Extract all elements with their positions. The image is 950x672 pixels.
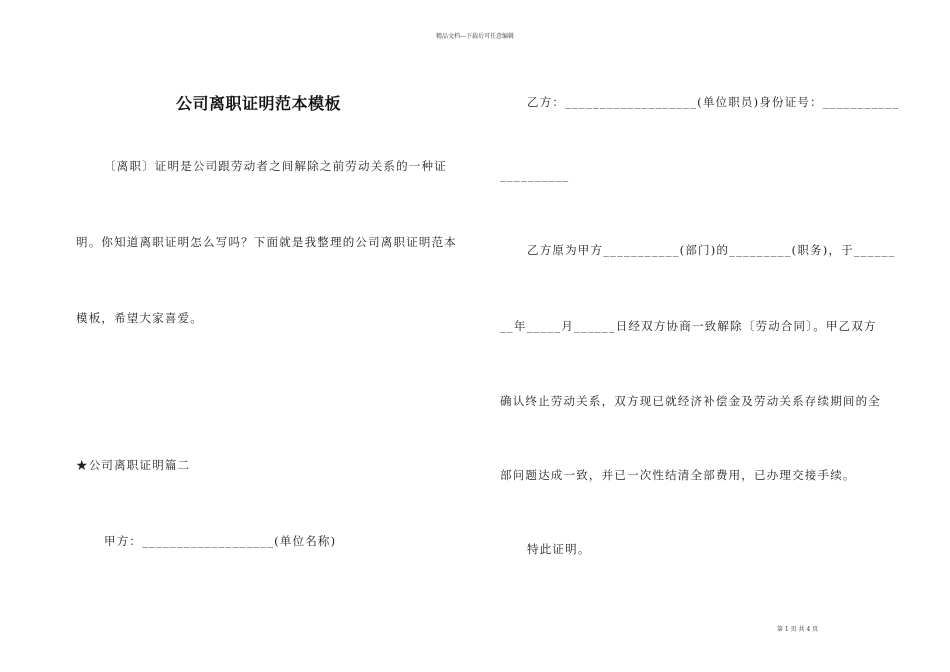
termination-paragraph-line-4: 部问题达成一致，并已一次性结清全部费用，已办理交接手续。 <box>500 468 856 482</box>
termination-paragraph-line-1: 乙方原为甲方___________(部门)的_________(职务)，于______ <box>527 243 896 257</box>
closing-statement: 特此证明。 <box>527 542 591 556</box>
section-heading: ★公司离职证明篇二 <box>76 458 191 472</box>
termination-paragraph-line-3: 确认终止劳动关系，双方现已就经济补偿金及劳动关系存续期间的全 <box>500 394 881 408</box>
page-header: 精品文档---下载后可任意编辑 <box>435 33 515 40</box>
document-title: 公司离职证明范本模板 <box>176 94 342 113</box>
intro-paragraph-line-3: 模板，希望大家喜爱。 <box>76 311 203 325</box>
intro-paragraph-line-1: 〔离职〕证明是公司跟劳动者之间解除之前劳动关系的一种证 <box>104 159 447 173</box>
intro-paragraph-line-2: 明。你知道离职证明怎么写吗？下面就是我整理的公司离职证明范本 <box>76 235 457 249</box>
party-a-line: 甲方：___________________(单位名称) <box>104 534 337 548</box>
termination-paragraph-line-2: __年_____月______日经双方协商一致解除〔劳动合同〕。甲乙双方 <box>500 319 877 333</box>
party-b-line: 乙方：___________________(单位职员)身份证号：___________ <box>527 95 900 109</box>
page-number: 第 1 页 共 4 页 <box>777 626 819 633</box>
party-b-line-continued: __________ <box>500 168 570 182</box>
